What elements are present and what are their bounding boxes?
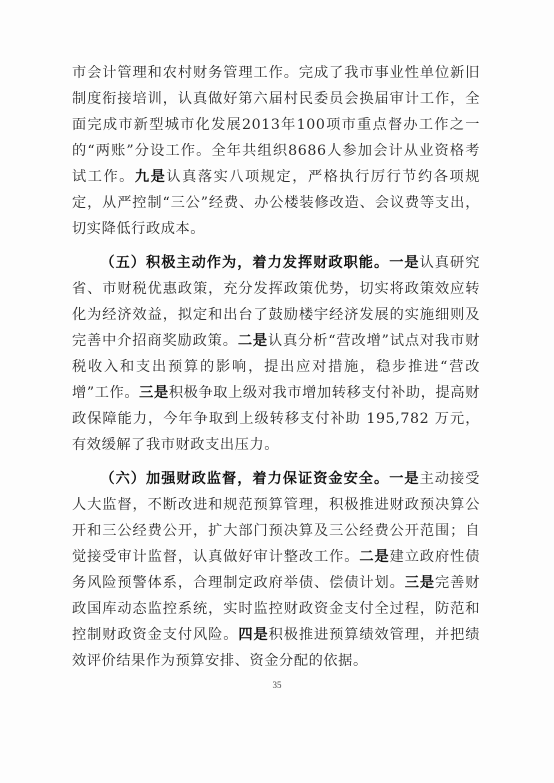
section-5-item-1: 认真研究省、市财税优惠政策，充分发挥政策优势，切实将政策效应转化为经济效益，拟定和出台了鼓励楼宇经济发展的实施细则及完善中介招商奖励政策。 [72, 255, 480, 349]
section-6-item-3: 完善财政国库动态监控系统，实时监控财政资金支付全过程，防范和控制财政资金支付风险。 [72, 575, 481, 643]
section-6-marker-3: 三是 [404, 575, 435, 591]
page-number: 35 [272, 680, 282, 690]
section-6-heading: （六）加强财政监督，着力保证资金安全。 [100, 471, 390, 487]
section-6-item-4: 积极推进预算绩效管理，并把绩效评价结果作为预算安排、资金分配的依据。 [72, 627, 480, 669]
paragraph-3 [72, 466, 480, 674]
section-6-marker-2: 二是 [359, 549, 390, 565]
paragraph-1-text-b: 认真落实八项规定，严格执行厉行节约各项规定，从严控制“三公”经费、办公楼装修改造、会议费等支出，切实降低行政成本。 [72, 169, 481, 237]
section-5-marker-2: 二是 [237, 333, 268, 349]
paragraph-1-text-a: 市会计管理和农村财务管理工作。完成了我市事业性单位新旧制度衔接培训，认真做好第六届村民委员会换届审计工作，全面完成市新型城市化发展2013年100项市重点督办工作之一的“两账”分设工作。全年共组织8686人参加会计从业资格考试工作。 [72, 65, 480, 185]
paragraph-2 [72, 250, 480, 458]
document-body [72, 60, 480, 682]
section-5-item-3: 积极争取上级对我市增加转移支付补助，提高财政保障能力，今年争取到上级转移支付补助 195,782 万元，有效缓解了我市财政支出压力。 [72, 385, 480, 453]
section-5-marker-1: 一是 [389, 255, 420, 271]
section-5-marker-3: 三是 [139, 385, 169, 401]
section-6-marker-1: 一是 [389, 471, 420, 487]
paragraph-1-marker-nine: 九是 [134, 169, 167, 185]
section-6-marker-4: 四是 [238, 627, 269, 643]
section-6-item-1: 主动接受人大监督，不断改进和规范预算管理，积极推进财政预决算公开和三公经费公开，扩大部门预决算及三公经费公开范围；自觉接受审计监督，认真做好审计整改工作。 [72, 471, 480, 565]
paragraph-1 [72, 60, 480, 242]
section-5-heading: （五）积极主动作为，着力发挥财政职能。 [100, 255, 390, 271]
section-5-item-2: 认真分析“营改增”试点对我市财税收入和支出预算的影响，提出应对措施，稳步推进“营改增”工作。 [72, 333, 480, 401]
section-6-item-2: 建立政府性债务风险预警体系，合理制定政府举债、偿债计划。 [72, 549, 480, 591]
